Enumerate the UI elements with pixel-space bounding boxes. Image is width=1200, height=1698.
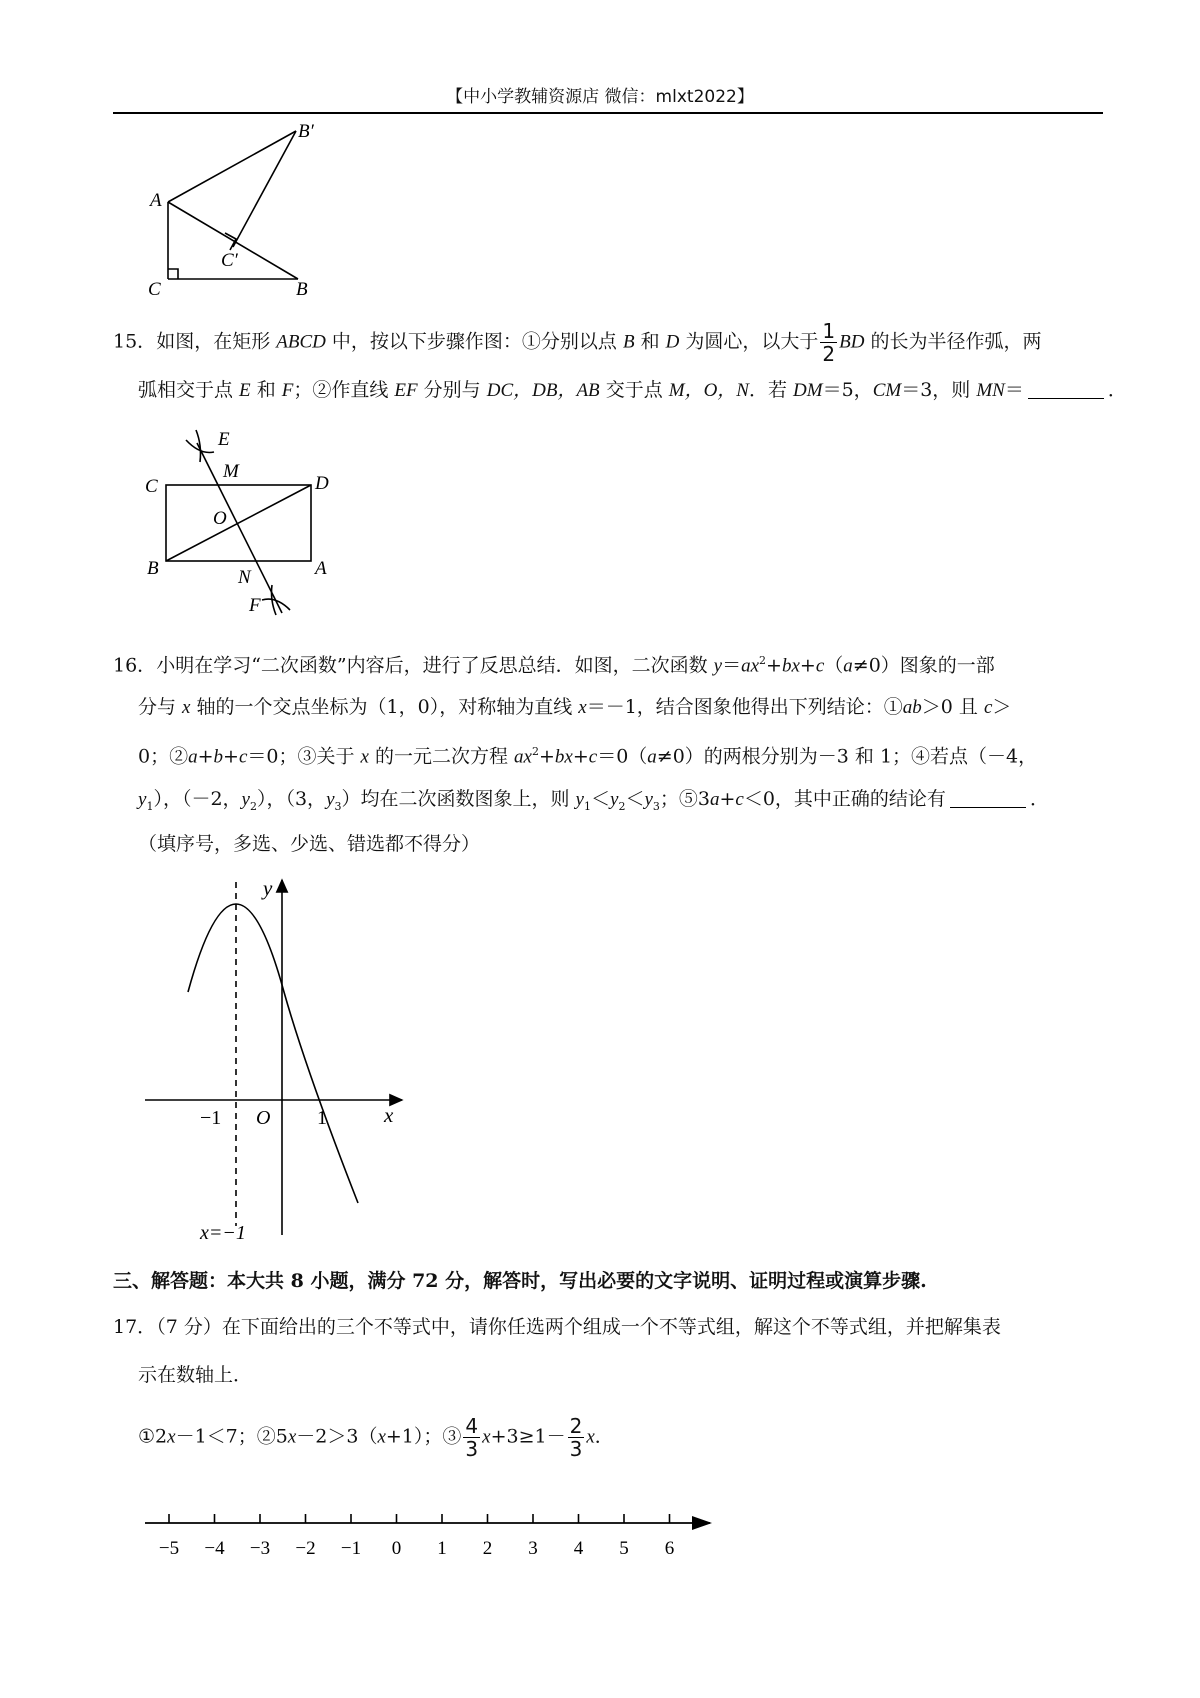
graph-label-origin: O	[256, 1107, 271, 1129]
q15-text: 如图，在矩形	[156, 330, 277, 353]
q16-var: c	[815, 655, 825, 677]
number-line-label: −3	[249, 1538, 271, 1559]
q16-sub: 3	[652, 799, 660, 813]
q17-text: +3≥1－	[490, 1425, 566, 1448]
q16-var: y	[713, 655, 723, 677]
q17-line2: 示在数轴上．	[138, 1364, 253, 1386]
q17-fraction-1	[463, 1416, 480, 1459]
fig15-label-o: O	[213, 508, 227, 529]
q15-fraction	[820, 321, 837, 364]
number-line-label: 2	[482, 1538, 493, 1559]
q16-text: +	[223, 745, 239, 768]
q16-var: x	[360, 746, 369, 768]
q15-text: ．	[1107, 379, 1127, 401]
q15-var: ABCD	[276, 331, 326, 353]
q15-text: 和	[250, 379, 282, 401]
q15-text: 交于点	[599, 379, 669, 401]
q16-sub: 2	[618, 799, 626, 813]
number-line-label: −5	[158, 1538, 180, 1559]
number-line-label: −1	[340, 1538, 362, 1559]
fig15-label-m: M	[223, 461, 239, 482]
q15-var: F	[281, 380, 294, 401]
fig15-label-f: F	[249, 595, 261, 616]
q17-text: （7 分）在下面给出的三个不等式中，请你任选两个组成一个不等式组，解这个不等式组，并把解集表	[156, 1316, 1001, 1338]
q16-text: ），（－2，	[153, 788, 242, 810]
parabola-curve	[188, 904, 358, 1203]
fraction-denominator: 2	[822, 342, 836, 366]
q16-var: b	[213, 746, 224, 768]
q15-line2	[138, 378, 1128, 403]
q15-text: 弧相交于点	[138, 379, 240, 401]
q16-text: ＞0 且	[921, 696, 984, 718]
q17-var: x	[377, 1426, 386, 1448]
q16-text: ），（3，	[256, 788, 327, 810]
q16-var: c	[238, 746, 248, 768]
q15-text: 分别与	[417, 379, 487, 401]
q15-text: ．若	[748, 379, 794, 401]
q15-var: B	[622, 331, 635, 353]
q16-text: ＞	[992, 696, 1012, 718]
q16-var: c	[588, 746, 598, 768]
q16-var: y	[575, 789, 584, 810]
q16-sub: 2	[249, 799, 257, 813]
fig14-label-cprime: C′	[221, 250, 238, 271]
q17-var: x	[287, 1426, 297, 1448]
q15-var: MN	[976, 380, 1005, 401]
fraction-numerator: 2	[569, 1414, 583, 1438]
q16-text: ＜0，其中正确的结论有	[743, 788, 946, 810]
graph-label-y: y	[263, 876, 273, 900]
q16-text: ＜	[590, 788, 610, 810]
q16-var: x	[578, 697, 587, 718]
q17-text: －1＜7；②5	[175, 1425, 288, 1448]
q16-sup: 2	[759, 654, 767, 667]
q16-text: 0；②	[138, 745, 189, 768]
q16-text: ＜	[625, 788, 645, 810]
q17-var: x	[482, 1426, 491, 1448]
q16-var: a	[843, 655, 853, 677]
q16-var: y	[138, 789, 147, 810]
q16-var: bx	[781, 655, 800, 677]
q17-number: 17．	[113, 1316, 157, 1338]
q15-var: DC，DB，AB	[486, 380, 600, 401]
q16-text: 小明在学习“二次函数”内容后，进行了反思总结．如图，二次函数	[156, 654, 714, 677]
q16-var: y	[241, 789, 250, 810]
q16-var: y	[610, 789, 619, 810]
q16-text: （	[824, 654, 844, 677]
q15-var: DM	[793, 380, 823, 401]
q16-text: +	[538, 745, 555, 768]
fraction-numerator: 4	[465, 1414, 479, 1438]
q17-text: ①2	[138, 1425, 168, 1448]
q16-line4	[138, 787, 1128, 819]
q15-text: ＝3，则	[901, 379, 977, 401]
q17-text: +1）；③	[385, 1425, 462, 1448]
q15-text: ＝	[1004, 379, 1024, 401]
q16-line2	[138, 695, 1128, 720]
graph-label-neg1: −1	[200, 1107, 222, 1129]
q15-var: EF	[394, 380, 418, 401]
q16-var: ax	[514, 746, 532, 768]
q16-var: a	[709, 789, 720, 810]
q16-text: ＝0；③关于	[247, 745, 361, 768]
q15-var: D	[665, 331, 680, 353]
number-line-arrowhead	[692, 1516, 712, 1530]
q16-text: +	[719, 788, 736, 810]
q16-line5: （填序号，多选、少选、错选都不得分）	[138, 833, 481, 855]
q16-var: ax	[741, 655, 760, 677]
fig15-label-a: A	[315, 558, 327, 579]
q17-inequalities	[138, 1416, 1128, 1459]
fig15-label-b: B	[147, 558, 159, 579]
number-line-label: 1	[437, 1538, 447, 1559]
section3-title: 三、解答题：本大共 8 小题，满分 72 分，解答时，写出必要的文字说明、证明过程或演算步骤.	[113, 1270, 927, 1292]
q16-var: y	[326, 789, 335, 810]
q17-fraction-2	[568, 1416, 585, 1459]
q16-answer-blank	[950, 789, 1026, 808]
fraction-denominator: 3	[569, 1437, 583, 1461]
fig15-label-d: D	[315, 473, 329, 494]
q15-text: 和	[634, 330, 666, 353]
q17-text: －2＞3（	[296, 1425, 378, 1448]
q16-var: bx	[554, 746, 573, 768]
graph-label-1: 1	[317, 1107, 327, 1129]
q15-text: 的长为半径作弧，两	[864, 330, 1042, 353]
q16-var: x	[182, 697, 191, 718]
q16-text: +	[766, 654, 782, 677]
q15-var: E	[239, 380, 251, 401]
q16-text: 轴的一个交点坐标为（1，0），对称轴为直线	[190, 696, 579, 718]
number-line-label: 3	[528, 1538, 538, 1559]
q16-var: c	[735, 789, 744, 810]
fig15-label-c: C	[145, 476, 158, 497]
page-header: 【中小学教辅资源店 微信：mlxt2022】	[446, 87, 754, 107]
q15-text: ；②作直线	[293, 379, 395, 401]
header-rule	[113, 112, 1103, 114]
q16-text: ．	[1029, 788, 1049, 810]
fig14-label-b: B	[296, 279, 308, 300]
q15-text: 为圆心，以大于	[679, 330, 819, 353]
number-line-label: 0	[391, 1538, 402, 1559]
q16-text: +	[572, 745, 589, 768]
fig15-label-e: E	[218, 429, 230, 450]
q16-var: y	[644, 789, 653, 810]
q15-var: BD	[839, 331, 865, 353]
fig14-label-a: A	[150, 190, 162, 211]
number-line-label: −4	[204, 1538, 225, 1559]
q15-var: M，O，N	[668, 380, 749, 401]
q16-var: a	[188, 746, 198, 768]
q17-text: ．	[594, 1425, 614, 1448]
q15-answer-blank	[1028, 380, 1104, 399]
q15-text: 中，按以下步骤作图：①分别以点	[325, 330, 623, 353]
fraction-numerator: 1	[822, 319, 836, 343]
q16-text: ＝	[722, 654, 742, 677]
q17-var: x	[167, 1426, 176, 1448]
q16-text: ）均在二次函数图象上，则	[341, 788, 576, 810]
graph-label-axis-eq: x=−1	[200, 1222, 246, 1244]
q16-var: a	[647, 746, 657, 768]
q17-line1	[113, 1315, 1103, 1339]
q16-text: ＝0（	[597, 745, 648, 768]
fig14-label-c: C	[148, 279, 161, 300]
fig15-label-n: N	[238, 567, 251, 588]
q16-text: +	[197, 745, 214, 768]
q16-line3	[138, 740, 1128, 769]
q15-text: ＝5，	[822, 379, 873, 401]
q16-var: c	[983, 697, 993, 718]
q16-number: 16．	[113, 654, 157, 677]
q16-sub: 1	[146, 799, 154, 813]
q16-text: ；⑤3	[659, 788, 710, 810]
q16-text: 的一元二次方程	[368, 745, 515, 768]
fraction-denominator: 3	[465, 1437, 479, 1461]
q15-line1	[113, 321, 1103, 364]
q16-sup: 2	[531, 745, 539, 758]
q16-text: +	[799, 654, 816, 677]
number-line-label: −2	[295, 1538, 316, 1559]
q15-number: 15．	[113, 330, 157, 353]
q16-var: ab	[902, 697, 922, 718]
q16-sub: 3	[334, 799, 342, 813]
fig14-label-bprime: B′	[298, 121, 314, 142]
number-line-label: 5	[619, 1538, 629, 1559]
q16-text: 分与	[138, 696, 183, 718]
q16-text: ＝－1，结合图象他得出下列结论：①	[586, 696, 903, 718]
number-line-label: 4	[573, 1538, 584, 1559]
q15-var: CM	[872, 380, 902, 401]
q16-text: ≠0）的两根分别为－3 和 1；④若点（－4，	[656, 745, 1038, 768]
number-line-label: 6	[664, 1538, 675, 1559]
q17-var: x	[586, 1426, 595, 1448]
q16-text: ≠0）图象的一部	[852, 654, 995, 677]
q16-sub: 1	[583, 799, 591, 813]
graph-label-x: x	[384, 1103, 394, 1127]
q16-line1	[113, 649, 1103, 678]
